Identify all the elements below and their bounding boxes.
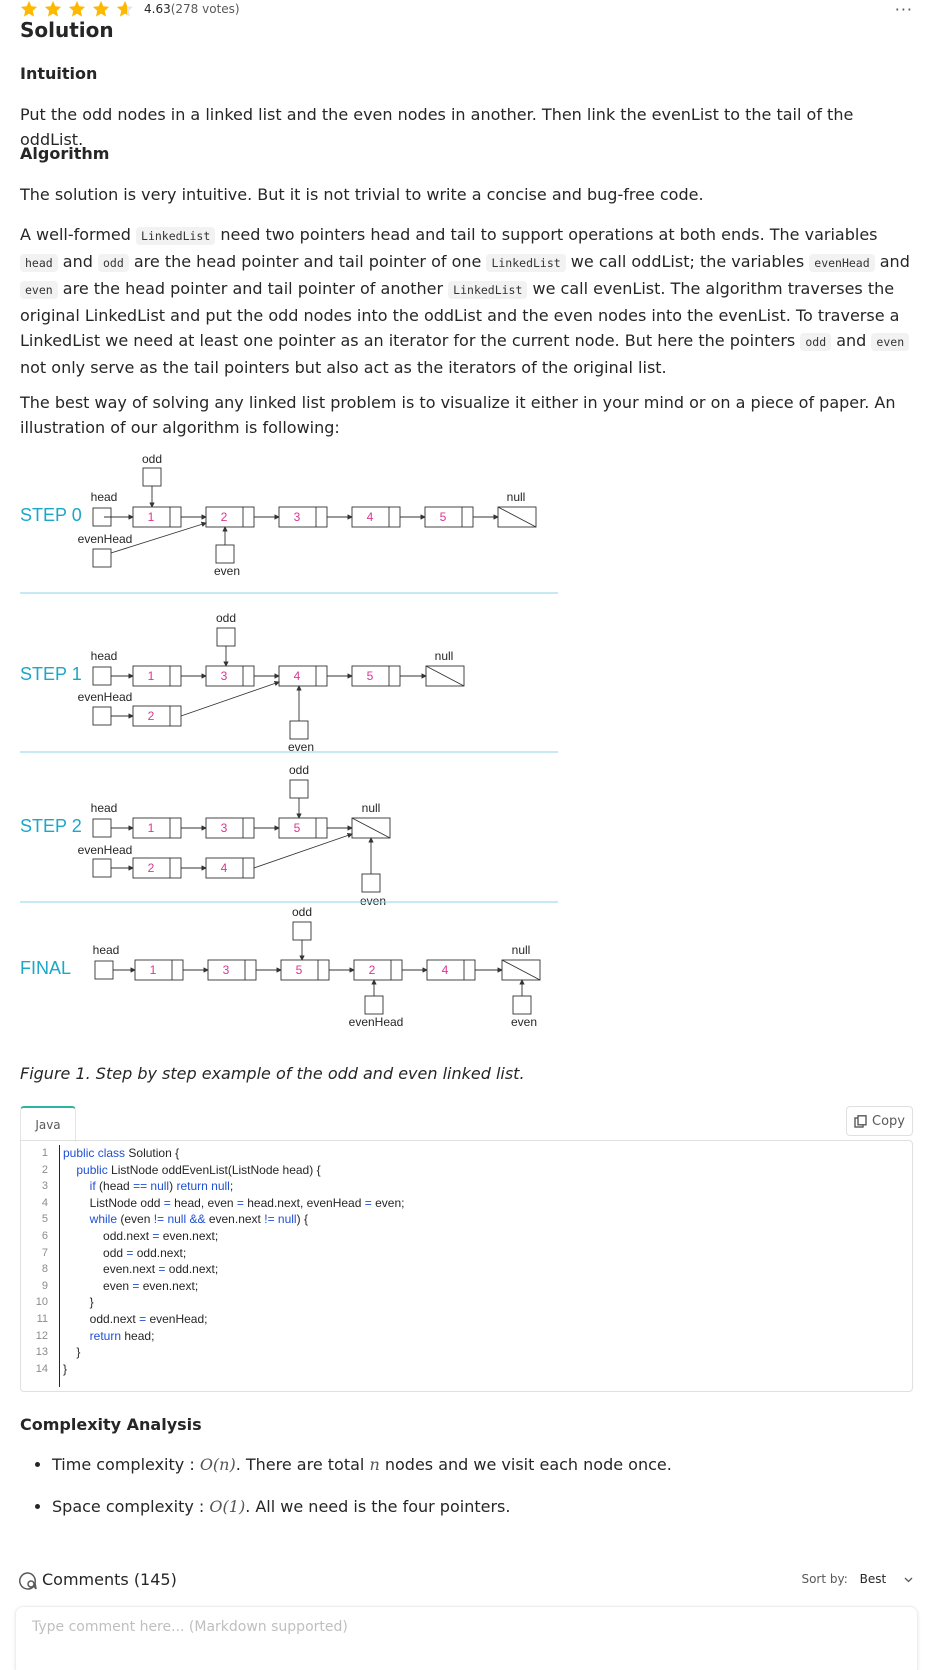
algorithm-p2: A well-formed LinkedList need two pointers head and tail to support operations at both ends. The variables head and odd are the head pointer and tail pointer of one LinkedList we call oddList; the variables evenHead and even are the head pointer and tail pointer of another LinkedList we call evenList. The algorithm traverses the original LinkedList and put the odd nodes into the oddList and the even nodes into the evenList. To traverse a LinkedList we need at least one pointer as an iterator for the current node. But here the pointers odd and even not only serve as the tail pointers but also act as the iterators of the original list.	[20, 225, 910, 377]
list-node	[279, 818, 327, 838]
pointer-label: evenHead	[77, 690, 133, 704]
line-content: while (even != null && even.next != null) {	[89, 1212, 308, 1227]
pointer-box	[93, 859, 111, 877]
pointer-label: head	[90, 490, 118, 504]
node-value: 5	[366, 669, 374, 683]
algorithm-heading: Algorithm	[20, 144, 110, 163]
line-number: 5	[41, 1213, 48, 1226]
pointer-label: odd	[141, 452, 163, 466]
pointer-box	[93, 667, 111, 685]
pointer-label: null	[434, 649, 454, 663]
pointer-label: null	[361, 801, 381, 815]
pointer-box	[93, 549, 111, 567]
line-content: odd = odd.next;	[103, 1245, 187, 1260]
complexity-heading: Complexity Analysis	[20, 1415, 202, 1434]
node-value: 4	[366, 510, 374, 524]
star-icon[interactable]	[68, 0, 86, 18]
step-label: FINAL	[20, 958, 72, 978]
pointer-label: head	[90, 801, 118, 815]
tab-java[interactable]: Java	[20, 1106, 76, 1142]
node-value: 5	[293, 821, 301, 835]
node-value: 2	[147, 861, 155, 875]
code-block[interactable]	[20, 1140, 913, 1392]
list-node	[279, 507, 327, 527]
star-icon[interactable]	[92, 0, 110, 18]
pointer-label: even	[510, 1015, 538, 1029]
line-content: even = even.next;	[103, 1278, 199, 1293]
math-expr: n	[369, 1455, 380, 1474]
linked-list-diagram	[0, 450, 560, 1040]
line-number: 9	[41, 1279, 48, 1292]
node-value: 1	[147, 669, 155, 683]
pointer-label: evenHead	[77, 843, 133, 857]
list-node	[208, 960, 256, 980]
pointer-label: null	[506, 490, 526, 504]
pointer-label: even	[213, 564, 241, 578]
line-number: 2	[41, 1163, 48, 1176]
pointer-box	[365, 996, 383, 1014]
copy-label: Copy	[872, 1113, 905, 1129]
math-expr: O(n)	[199, 1455, 236, 1474]
node-value: 1	[147, 510, 155, 524]
list-node	[133, 858, 181, 878]
line-content: odd.next = even.next;	[103, 1229, 219, 1243]
list-item: • Space complexity : O(1). All we need is the four pointers.	[52, 1497, 510, 1516]
comments-title: Comments (145)	[42, 1570, 177, 1589]
node-value: 2	[220, 510, 228, 524]
algorithm-p3: The best way of solving any linked list problem is to visualize it either in your mind or on a piece of paper. An illustration of our algorithm is following:	[20, 393, 896, 437]
intuition-heading: Intuition	[20, 64, 98, 83]
node-value: 5	[295, 963, 303, 977]
node-value: 1	[147, 821, 155, 835]
pointer-label: evenHead	[77, 532, 133, 546]
sort-select[interactable]: Best	[859, 1572, 887, 1586]
list-node	[206, 666, 254, 686]
pointer-box	[217, 628, 235, 646]
line-number: 13	[35, 1346, 48, 1359]
node-value: 3	[222, 963, 230, 977]
line-content: even.next = odd.next;	[103, 1262, 219, 1277]
star-icon[interactable]	[20, 0, 38, 18]
inline-code: LinkedList	[448, 281, 527, 299]
line-content: odd.next = evenHead;	[89, 1312, 208, 1326]
inline-code: evenHead	[809, 254, 874, 272]
rating-stars	[20, 0, 240, 18]
list-node	[354, 960, 402, 980]
inline-code: LinkedList	[136, 227, 215, 245]
line-content: }	[63, 1361, 68, 1376]
line-number: 10	[35, 1296, 48, 1309]
pointer-box	[290, 721, 308, 739]
page-title: Solution	[20, 18, 114, 42]
algorithm-p1: The solution is very intuitive. But it is not trivial to write a concise and bug-free code.	[20, 185, 704, 204]
step-label: STEP 2	[20, 816, 82, 836]
rating-votes: (278 votes)	[170, 2, 240, 16]
copy-button[interactable]	[846, 1106, 913, 1136]
rating-score: 4.63	[144, 2, 171, 16]
pointer-label: null	[511, 943, 531, 957]
list-node	[133, 507, 181, 527]
inline-code: even	[20, 281, 58, 299]
list-item: • Time complexity : O(n). There are total n nodes and we visit each node once.	[52, 1455, 672, 1474]
pointer-box	[362, 874, 380, 892]
node-value: 4	[293, 669, 301, 683]
pointer-box	[95, 961, 113, 979]
line-number: 7	[41, 1246, 48, 1259]
line-number: 12	[35, 1329, 48, 1342]
code-gutter	[59, 1145, 60, 1387]
math-expr: O(1)	[209, 1497, 246, 1516]
list-node	[133, 818, 181, 838]
node-value: 3	[293, 510, 301, 524]
pointer-arrow	[254, 834, 352, 868]
line-content: }	[76, 1345, 81, 1360]
more-options-icon[interactable]: ···	[894, 0, 913, 19]
line-number: 6	[41, 1230, 48, 1242]
node-value: 5	[439, 510, 447, 524]
copy-icon	[854, 1115, 867, 1128]
line-number: 4	[41, 1196, 48, 1209]
code-tabs	[20, 1106, 913, 1140]
pointer-label: odd	[288, 763, 310, 777]
pointer-label: evenHead	[348, 1015, 404, 1029]
line-content: if (head == null) return null;	[89, 1179, 234, 1194]
node-value: 3	[220, 821, 228, 835]
pointer-arrow	[181, 682, 279, 716]
node-value: 2	[147, 709, 155, 723]
list-node	[206, 818, 254, 838]
star-icon[interactable]	[44, 0, 62, 18]
list-node	[427, 960, 475, 980]
line-content: public ListNode oddEvenList(ListNode head) {	[76, 1162, 321, 1177]
intuition-text: Put the odd nodes in a linked list and the even nodes in another. Then link the evenList to the tail of the oddList.	[20, 105, 854, 149]
list-node	[281, 960, 329, 980]
line-number: 1	[41, 1147, 48, 1159]
line-number: 14	[35, 1362, 48, 1375]
inline-code: odd	[98, 254, 129, 272]
node-value: 3	[220, 669, 228, 683]
pointer-box	[93, 707, 111, 725]
pointer-box	[143, 468, 161, 486]
list-node	[206, 858, 254, 878]
inline-code: odd	[800, 333, 831, 351]
pointer-label: even	[287, 740, 315, 754]
comments-header	[18, 1570, 913, 1594]
pointer-box	[513, 996, 531, 1014]
comments-icon	[18, 1571, 38, 1591]
comment-input[interactable]: Type comment here... (Markdown supported)	[15, 1606, 918, 1670]
list-node	[352, 507, 400, 527]
line-number: 11	[36, 1313, 48, 1325]
star-half-icon[interactable]	[116, 0, 134, 18]
pointer-label: even	[359, 894, 387, 908]
list-node	[352, 666, 400, 686]
line-number: 3	[41, 1180, 48, 1193]
chevron-down-icon	[904, 1577, 913, 1583]
pointer-label: odd	[215, 611, 237, 625]
line-content: return head;	[89, 1328, 155, 1343]
pointer-label: odd	[291, 905, 313, 919]
pointer-box	[93, 819, 111, 837]
line-content: }	[89, 1295, 94, 1310]
line-number: 8	[41, 1263, 48, 1276]
inline-code: even	[871, 333, 909, 351]
list-node	[135, 960, 183, 980]
line-content: ListNode odd = head, even = head.next, evenHead = even;	[89, 1195, 405, 1210]
node-value: 4	[220, 861, 228, 875]
line-content: public class Solution {	[63, 1146, 180, 1160]
node-value: 4	[441, 963, 449, 977]
pointer-box	[216, 545, 234, 563]
pointer-label: head	[90, 649, 118, 663]
node-value: 2	[368, 963, 376, 977]
inline-code: head	[20, 254, 58, 272]
inline-code: LinkedList	[486, 254, 565, 272]
step-label: STEP 0	[20, 505, 82, 525]
node-value: 1	[149, 963, 157, 977]
step-label: STEP 1	[20, 664, 82, 684]
pointer-label: head	[92, 943, 120, 957]
figure-caption: Figure 1. Step by step example of the odd and even linked list.	[20, 1064, 525, 1083]
list-node	[425, 507, 473, 527]
pointer-box	[290, 780, 308, 798]
sort-label: Sort by:	[801, 1572, 848, 1586]
list-node	[133, 706, 181, 726]
sort-control[interactable]	[801, 1572, 913, 1586]
list-node	[279, 666, 327, 686]
pointer-box	[293, 922, 311, 940]
list-node	[206, 507, 254, 527]
list-node	[133, 666, 181, 686]
